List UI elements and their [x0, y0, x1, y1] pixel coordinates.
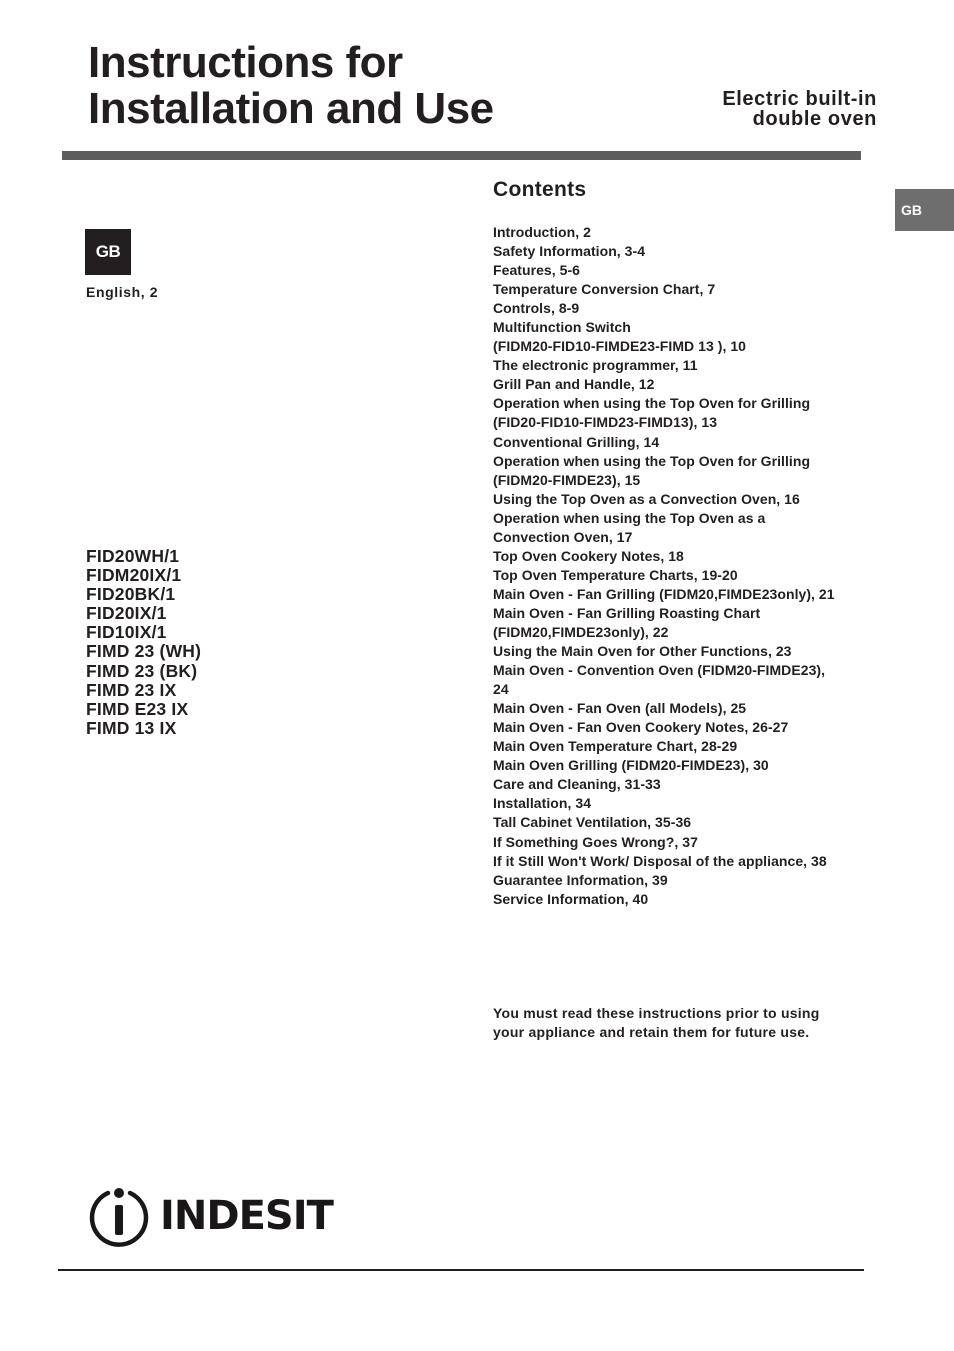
toc-entry: If it Still Won't Work/ Disposal of the appliance, 38	[493, 852, 827, 869]
product-type	[722, 89, 877, 129]
toc-entry: Main Oven - Fan Grilling Roasting Chart	[493, 604, 761, 621]
product-type-line-2: double oven	[752, 108, 877, 130]
toc-entry: Main Oven Grilling (FIDM20-FIMDE23), 30	[493, 757, 769, 774]
model-item: FIMD 13 IX	[86, 717, 177, 738]
toc-entry: Top Oven Temperature Charts, 19-20	[493, 566, 738, 583]
title-line-1: Instructions for	[88, 38, 403, 87]
model-item: FID10IX/1	[86, 622, 167, 643]
toc-entry: The electronic programmer, 11	[493, 357, 698, 374]
brand-wordmark: INDESIT	[160, 1193, 333, 1239]
toc-entry: Controls, 8-9	[493, 300, 580, 317]
toc-entry: Using the Top Oven as a Convection Oven, 16	[493, 490, 800, 507]
toc-entry: Guarantee Information, 39	[493, 871, 668, 888]
toc-entry: Service Information, 40	[493, 890, 649, 907]
toc-entry: Safety Information, 3-4	[493, 243, 646, 260]
model-item: FIMD 23 (BK)	[86, 660, 198, 681]
model-item: FID20IX/1	[86, 603, 167, 624]
model-item: FID20BK/1	[86, 584, 176, 605]
toc-entry: Conventional Grilling, 14	[493, 433, 660, 450]
toc-entry: Introduction, 2	[493, 224, 591, 240]
brand-logo	[88, 1183, 333, 1249]
contents-heading: Contents	[493, 178, 587, 201]
toc-entry: Operation when using the Top Oven for Grilling	[493, 395, 811, 412]
toc-entry: Tall Cabinet Ventilation, 35-36	[493, 814, 692, 831]
toc-entry: Convection Oven, 17	[493, 528, 633, 545]
toc-entry: Using the Main Oven for Other Functions, 23	[493, 643, 792, 660]
toc-entry: Operation when using the Top Oven as a	[493, 509, 766, 526]
language-label: English, 2	[86, 284, 159, 300]
document-title	[88, 40, 494, 132]
title-line-2: Installation and Use	[88, 84, 494, 133]
footer-divider	[58, 1269, 864, 1271]
toc-entry: Main Oven Temperature Chart, 28-29	[493, 738, 738, 755]
toc-entry: Main Oven - Fan Grilling (FIDM20,FIMDE23only), 21	[493, 585, 835, 602]
toc-entry: Operation when using the Top Oven for Grilling	[493, 452, 811, 469]
toc-entry: Main Oven - Fan Oven Cookery Notes, 26-27	[493, 719, 789, 736]
toc-entry: (FID20-FID10-FIMD23-FIMD13), 13	[493, 414, 718, 431]
toc-entry: Main Oven - Convention Oven (FIDM20-FIMDE23),	[493, 662, 826, 679]
toc-entry: Care and Cleaning, 31-33	[493, 776, 661, 793]
language-badge: GB	[85, 229, 131, 275]
model-item: FIMD E23 IX	[86, 698, 189, 719]
toc-entry: Features, 5-6	[493, 262, 581, 279]
read-instructions-notice	[493, 1004, 820, 1042]
table-of-contents	[493, 223, 873, 909]
toc-entry: Temperature Conversion Chart, 7	[493, 281, 716, 298]
model-item: FIMD 23 (WH)	[86, 641, 202, 662]
model-item: FID20WH/1	[86, 546, 180, 566]
toc-entry: Top Oven Cookery Notes, 18	[493, 547, 684, 564]
product-type-line-1: Electric built-in	[722, 88, 877, 110]
toc-entry: Grill Pan and Handle, 12	[493, 376, 655, 393]
toc-entry: If Something Goes Wrong?, 37	[493, 833, 698, 850]
notice-line-2: your appliance and retain them for future use.	[493, 1024, 810, 1040]
notice-line-1: You must read these instructions prior to using	[493, 1005, 820, 1021]
header-divider	[62, 151, 861, 160]
model-item: FIDM20IX/1	[86, 565, 182, 586]
toc-entry: (FIDM20-FIMDE23), 15	[493, 471, 641, 488]
toc-entry: Multifunction Switch	[493, 319, 631, 336]
toc-entry: 24	[493, 681, 509, 698]
model-list	[86, 547, 201, 738]
indesit-i-logo-icon	[88, 1183, 150, 1249]
language-side-tab: GB	[895, 189, 954, 231]
toc-entry: (FIDM20,FIMDE23only), 22	[493, 623, 669, 640]
toc-entry: Installation, 34	[493, 795, 592, 812]
toc-entry: (FIDM20-FID10-FIMDE23-FIMD 13 ), 10	[493, 338, 747, 355]
toc-entry: Main Oven - Fan Oven (all Models), 25	[493, 700, 747, 717]
model-item: FIMD 23 IX	[86, 679, 177, 700]
